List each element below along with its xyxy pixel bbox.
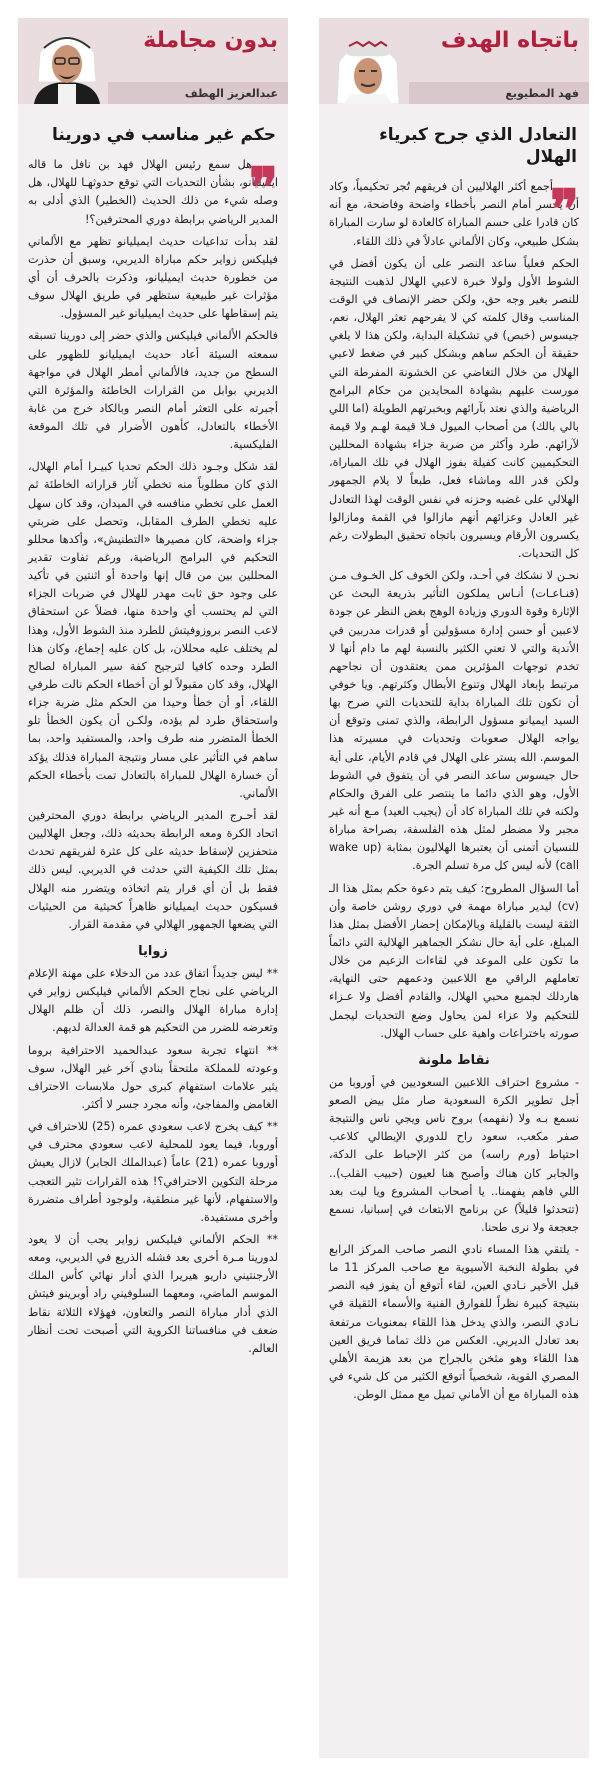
article-paragraph: لقد بدأت تداعيات حديث ايميليانو تظهر مع الألماني فيليكس زواير حكم مباراة الديربي، وسبق أن حذرت من خطورة حديث ايميليانو، وذكرت بالحرف أن أي مؤثرات غير طبيعية ستظهر في طريق الهلال سوف يتم إسقاطها على حديث ايميليانو غير المسؤول. — [28, 234, 278, 321]
quote-mark-icon: ❞ — [549, 177, 579, 242]
point-item: - يلتقي هذا المساء نادي النصر صاحب المركز الرابع في بطولة النخبة الآسيوية مع صاحب المركز 11 ما قبل الأخير نـادي العين، لقاء أتوقع أن يفوز فيه النصر بنتيجة كبيرة نظراً للفوارق الفنية والأسماء الثقيلة في نـادي النصر، والذي يدخل هذا اللقاء بمعنويات مرتفعة بعد تعادل الديربي. العكس من ذلك تماما فريق العين هذا اللقاء وهو مثخن بالجراح من بعد هزيمة الأهلي المصري القوية، شخصياً أتوقع الكثير من كل شيء في هذه المباراة مع أن الأماني تميل مع ممثل الوطن. — [329, 1243, 579, 1402]
article-paragraph: نحـن لا نشكك في أحـد، ولكن الخوف كل الخـوف مـن (قنـاعـات) أنـاس يملكون التأثير بذريعة البحث عن الإثارة وقوة الدوري وزيادة الوهج بغض النظر عن جودة لاعبين أو حسن إدارة مسؤولين أو قدرات مدربين في الأندية والتي لا تعني الكثير بالنسبة لهم ما دام أنها لا تخدم توجهات المؤثرين ممن يعتقدون أن نجاحهم مرتبط بإبعاد الهلال وتنوع الأبطال وكثرتهم. ويا خوفي أن تكون تلك المباراة بداية للتحديات التي صرح بها السيد ايميانو مسؤول الرابطة، والذي تمنى وتوقع أن يواجه الهلال صعوبات وتحديات في مسيرته هذا الموسم. الله يستر على الهلال في قادم الأيام، على أية حال جيسوس ساعد النصر في أن يتفوق في الشوط الأول، وهو الذي دائما ما ينتصر على الفرق والحكام ولكنه في تلك المباراة كاد أن (يجيب العيد) مـع أنه غير مجبر ولا مضطر لمثل هذه الفلسفة، بصراحة مباراة للنسيان أتمنى أن يعتبرها الهلاليون بمثابة (wake up call) لأنه ليس كل مرة تسلم الجرة. — [329, 569, 579, 873]
author-name: عبدالعزيز الهطف — [184, 87, 278, 100]
paragraph-text: هل سمع رئيس الهلال فهد بن نافل ما قاله ايميليانو، بشأن التحديات التي توقع حدوثهـا للهلال، هل وصله شيء من ذلك الحديث (الخطير) الذي أدلى به المدير الرياضي برابطة دوري المحترفين؟! — [28, 158, 278, 226]
article-column-right — [319, 18, 589, 1758]
article-paragraph: الحكم فعلياً ساعد النصر على أن يكون أفضل في الشوط الأول ولولا خبرة لاعبي الهلال لذهبت النتيجة للنصر بغير وجه حق، ولكن حضر الإنصاف في الوقت المناسب وقال كلمته كي لا يفرحهم تعثر الهلال، نعم، جيسوس (خبص) في تشكيلة البداية، ولكن هذا لا يلغي حقيقة أن الحكم ساهم وبشكل كبير في ضغط لاعبي الهلال من خلال التغاضي عن الخشونة المفرطة التي مورست عليهم بشهادة المحايدين من حكام البرامج الرياضية والذي نعتد بآرائهم وبخبرتهم الطويلة (اما اللي بالي بالك) من أصحاب الميول فـلا قيمة لهـم ولا قيمة لآرائهم. طرد وأكثر من ضربة جزاء بشهادة المحللين التحكيميين كانت كفيلة بفوز الهلال في تلك المباراة، ولكن قدر الله وماشاء فعل، طبعاً لا يلام الجمهور الهلالي على غضبه وحزنه في نفس الوقت لهذا التعادل غير العادل وعزائهم أنهم مازالوا في القمة ومازالوا يكسرون الأرقام ويسيرون باتجاه تحقيق البطولات رغم كل التحديات. — [329, 256, 579, 560]
paragraph-text: أجمع أكثر الهلاليين أن فريقهم تُجر تحكيمياً، وكاد أن يخسر أمام النصر بأخطاء واضحة وفاضحة، مع أنه كان قادرا على حسم المباراة كالعادة لو سارت المباراة بشكل طبيعي، وكان الألماني عادلاً في ذلك اللقاء. — [329, 180, 579, 248]
column-header — [18, 18, 288, 104]
article-title: التعادل الذي جرح كبرياء الهلال — [379, 125, 577, 168]
section-subhead: نقاط ملونة — [418, 1052, 490, 1068]
article-paragraph: فالحكم الألماني فيليكس والذي حضر إلى دورينا تسبقه سمعته السيئة أعاد حديث ايميليانو للظهور على السطح من جديد، فالألماني أمطر الهلال في مواجهة الديربي بوابل من القرارات الخاطئة والمؤثرة التي أجبرته على التعثر أمام النصر وبالكاد خرج من غابة الأخطاء بالتعادل، كأهون الأضرار في تلك الموقعة الفليكسية. — [28, 329, 278, 452]
point-item: - مشروع احتراف اللاعبين السعوديين في أوروبا من أجل تطوير الكرة السعودية صار مثل بيض الصعو نسمع بـه ولا (نفهمه) بروح ناس ويجي ناس والنتيجة صفر مكعب، سعود راح للدوري الإيطالي كلاعب احتياط (ورم راسه) من كثر الإحباط على الدكة، والجابر كان هناك وأصبح هنا لعيون (حبيب القلب).. اللي فاهم يفهمنا.. يا أصحاب المشروع ويا ليت بعد (تتحدثوا قليلاً) عن برنامج الابتعاث في إسبانيا، نسمع جعجعة ولا نرى طحنا. — [329, 1075, 579, 1234]
article-paragraph: أما السؤال المطروح: كيف يتم دعوة حكم بمثل هذا الـ (cv) ليدير مباراة مهمة في دوري روشن خاصة وأن الثقة ليست بالقليلة وبالإمكان إحضار الأفضل بمثل هذا المبلغ، على أية حال نشكر الجماهير الهلالية التي دائماً ما تكون على الموعد في لقاءات الزعيم من خلال تعاملهم الراقي مع اللاعبين ودعمهم حتى النهاية، هاردلك لجميع محبي الهلال، والقادم أفضل ولا عـزاء للتحكيم ولا عزاء لمن يحاول وضع التحديات ليجمل صورته باختراعات واهية على حساب الهلال. — [329, 881, 579, 1040]
point-item: ** الحكم الألماني فيليكس زواير يجب أن لا يعود لدورينا مـرة أخرى بعد فشله الذريع في الديربي، ومعه الأرجنتيني داريو هيريرا الذي أدار نهائي كأس الملك الموسم الماضي، ومعهما السلوفيني راد أوبرينو فيتش الذي أدار مباراة النصر والتعاون، فهؤلاء الثلاثة نقاط ضعف في منافساتنا الكروية التي أصبحت تحت أنظار العالم. — [28, 1232, 278, 1355]
section-subhead: زوايا — [138, 944, 168, 959]
article-body — [329, 178, 579, 1404]
column-rubric: باتجاه الهدف — [440, 28, 579, 53]
article-column-left — [18, 18, 288, 1578]
point-item: ** كيف يخرج لاعب سعودي عمره (25) للاحتراف في أوروبا، فيما يعود للمحلية لاعب سعودي محترف في أوروبا عمره (21) عاماً (عبدالملك الجابر) لازال يعيش مرحلة التكوين الاحترافي؟! هذه القرارات تثير التعجب والاستفهام، لأنها غير منطقية، ولوجود أطراف متضررة وأخرى مستفيدة. — [28, 1120, 278, 1224]
column-rubric: بدون مجاملة — [143, 28, 278, 53]
point-item: ** انتهاء تجربة سعود عبدالحميد الاحترافية بروما وعودته للمملكة ملتحقاً بنادي آخر غير الهلال، سوف يثير علامات استفهام كبرى حول ملابسات الاحتراف الغامض والمفاجئ، وأنه مجرد جسر لا أكثر. — [28, 1043, 278, 1111]
article-paragraph — [28, 156, 278, 229]
article-title: حكم غير مناسب في دورينا — [52, 125, 276, 145]
quote-mark-icon: ❞ — [248, 155, 278, 220]
article-paragraph — [329, 178, 579, 251]
point-item: ** ليس جديداً اتفاق عدد من الدخلاء على مهنة الإعلام الرياضي على نجاح الحكم الألماني فيليكس زواير في إدارة مباراة الهلال والنصر، ذلك أن ظلم الهلال وتعرضه للضرر من التحكيم هو قمة العدالة لديهم. — [28, 967, 278, 1035]
column-header — [319, 18, 589, 104]
author-name: فهد المطيويع — [505, 87, 579, 100]
author-photo — [329, 22, 407, 104]
author-photo — [28, 22, 106, 104]
article-paragraph: لقد شكل وجـود ذلك الحكم تحديا كبيـرا أمام الهلال، الذي كان مطلوباً منه تخطي آثار قراراته الخاطئة ثم العمل على تخطي منافسه في الميدان، وقد كان سهل عليه تخطي الطرف المقابل، وتحصل على ضربتي جزاء واضحة، كان مصيرها «التطنيش»، وأكدها محللو التحكيم في البرامج الرياضية، ورغم تفاوت تقدير المحللين بين من قال إنها واحدة أو اثنتين في تأكيد على وجود حق ثابت مهدر للهلال في ضربات الجزاء التي لم يحتسب أي واحدة منها، فضلاً عن استحقاق لاعب النصر بروزوفيتش للطرد منذ الشوط الأول، وهذا لم يختلف عليه محللان، بل كان عليه إجماع، وكان هذا الطرد وحده كافيا لترجيح كفة سير المباراة لصالح الهلال، وقد كان مقبولاً لو أن أخطاء الحكم نالت طرفي اللقاء، أو أن خطأ وحيدا من الحكم مثل ضربة جزاء واستحقاق طرد لم يؤده، ولكـن أن يكون الخطأ تلو الخطأ المتضرر منه طرف واحد، والمستفيد واحد، بما ساهم في التأثير على مسار ونتيجة المباراة فذلك يؤكد أن خسارة الهلال للمباراة بالتعادل تمت بأخطاء الحكم الألماني. — [28, 460, 278, 800]
article-paragraph: لقد أحـرج المدير الرياضي برابطة دوري المحترفين اتحاد الكرة ومعه الرابطة بحديثه ذلك، وجعل الهلاليين متحفزين لإسقاط حديثه على كل عثرة لفريقهم تحدث بمثل تلك الكيفية التي حدثت في الديربي. ليس ذلك فقط بل أن أي قرار يتم اتخاذه ويتضرر منه الهلال فسيكون حديث ايميليانو ظاهراً كحيثية من الحيثيات التي يضعها الجمهور الهلالي في مقدمة القرار. — [28, 809, 278, 931]
article-body — [28, 156, 278, 1358]
